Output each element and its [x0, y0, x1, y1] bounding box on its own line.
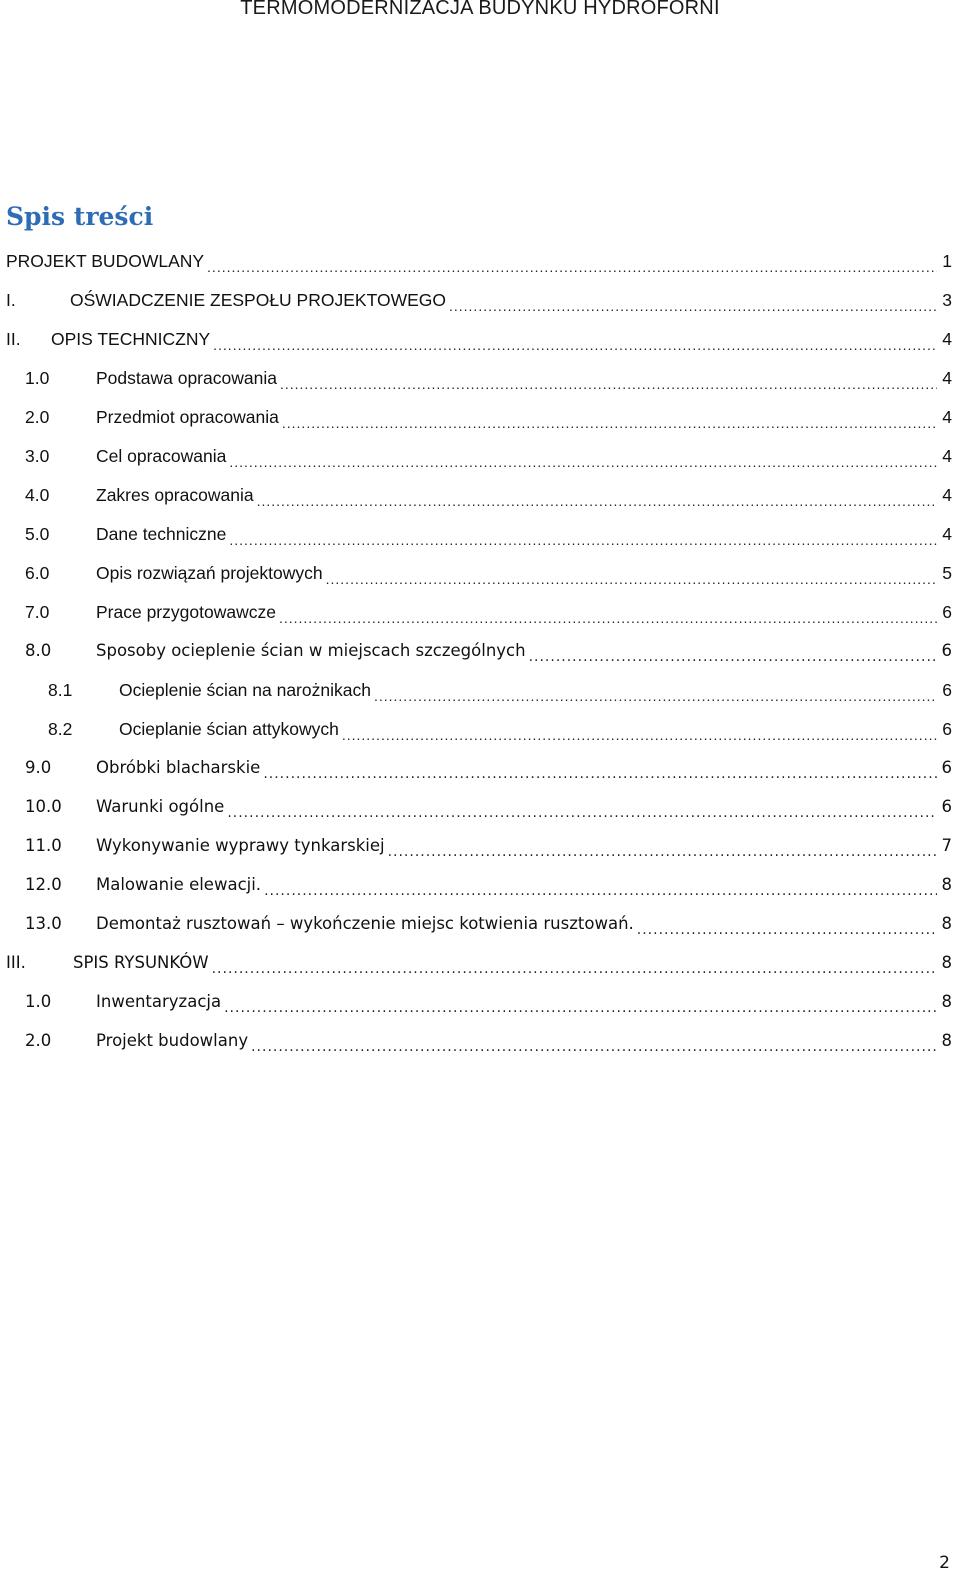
- toc-entry-label: Projekt budowlany: [96, 1030, 249, 1050]
- toc-entry-number: 11.0: [25, 835, 62, 855]
- toc-entry-page: 4: [942, 484, 952, 505]
- toc-entry-oswiadczenie[interactable]: [0, 280, 960, 319]
- toc-entry-label: Sposoby ocieplenie ścian w miejscach szczególnych: [96, 640, 526, 660]
- toc-entry-label: Ocieplenie ścian na narożnikach: [119, 679, 371, 700]
- toc-entry-number: 13.0: [25, 913, 62, 933]
- toc-entry-label: Malowanie elewacji.: [96, 874, 262, 894]
- toc-entry-inwentaryzacja[interactable]: [0, 982, 960, 1021]
- toc-entry-number: 7.0: [25, 601, 50, 622]
- toc-entry-number: I.: [6, 289, 16, 310]
- toc-entry-number: 8.1: [48, 679, 73, 700]
- toc-leader: [282, 418, 937, 436]
- toc-entry-number: 4.0: [25, 484, 50, 505]
- toc-entry-ocieplenie-naroznikach[interactable]: [0, 670, 960, 709]
- toc-entry-warunki-ogolne[interactable]: [0, 787, 960, 826]
- toc-entry-label: Warunki ogólne: [96, 796, 225, 816]
- toc-entry-page: 6: [942, 601, 952, 622]
- toc-entry-page: 8: [941, 874, 952, 894]
- toc-entry-obrobki-blacharskie[interactable]: [0, 748, 960, 787]
- toc-leader: [257, 496, 937, 514]
- toc-entry-projekt-budowlany[interactable]: [0, 241, 960, 280]
- toc-entry-number: 1.0: [25, 991, 52, 1011]
- toc-entry-przedmiot-opracowania[interactable]: [0, 397, 960, 436]
- toc-leader: [449, 301, 937, 319]
- toc-entry-opis-techniczny[interactable]: [0, 319, 960, 358]
- toc-entry-projekt-budowlany-drawings[interactable]: [0, 1021, 960, 1060]
- toc-leader: [229, 535, 937, 553]
- toc-entry-malowanie-elewacji[interactable]: [0, 865, 960, 904]
- toc-entry-label: Cel opracowania: [96, 445, 227, 466]
- toc-leader: [207, 262, 937, 280]
- toc-entry-page: 4: [942, 406, 952, 427]
- toc-entry-number: 8.0: [25, 640, 52, 660]
- toc-entry-number: II.: [6, 328, 21, 349]
- toc-entry-page: 6: [942, 718, 952, 739]
- toc-entry-label: Inwentaryzacja: [96, 991, 222, 1011]
- page-header: TERMOMODERNIZACJA BUDYNKU HYDROFORNI: [240, 0, 720, 19]
- toc-entry-page: 8: [941, 913, 952, 933]
- toc-entry-label: Opis rozwiązań projektowych: [96, 562, 323, 583]
- toc-leader: [342, 730, 937, 748]
- toc-entry-ocieplanie-attykowych[interactable]: [0, 709, 960, 748]
- toc-entry-sposoby-ocieplenia[interactable]: [0, 631, 960, 670]
- toc-entry-page: 6: [941, 757, 952, 777]
- toc-entry-page: 8: [941, 952, 952, 972]
- toc-entry-number: 9.0: [25, 757, 52, 777]
- toc-leader: [279, 613, 937, 631]
- toc-entry-page: 6: [941, 640, 952, 660]
- toc-title: Spis treści: [6, 202, 154, 231]
- toc-entry-label: Demontaż rusztowań – wykończenie miejsc kotwienia rusztowań.: [96, 913, 634, 933]
- toc-entry-page: 6: [941, 796, 952, 816]
- toc-entry-number: 2.0: [25, 1030, 52, 1050]
- toc-entry-prace-przygotowawcze[interactable]: [0, 592, 960, 631]
- toc-entry-label: Ocieplanie ścian attykowych: [119, 718, 339, 739]
- toc-entry-page: 3: [942, 289, 952, 310]
- toc-entry-number: 8.2: [48, 718, 73, 739]
- toc-entry-page: 4: [942, 367, 952, 388]
- toc-leader: [388, 847, 937, 865]
- toc-entry-page: 4: [942, 445, 952, 466]
- toc-entry-label: Dane techniczne: [96, 523, 227, 544]
- toc-entry-number: 1.0: [25, 367, 50, 388]
- toc-leader: [264, 886, 937, 904]
- toc-entry-label: Podstawa opracowania: [96, 367, 277, 388]
- toc-entry-page: 8: [941, 1030, 952, 1050]
- toc-leader: [326, 574, 937, 592]
- toc-leader: [529, 652, 937, 670]
- toc-leader: [263, 769, 937, 787]
- toc-entry-number: 2.0: [25, 406, 50, 427]
- toc-entry-wyprawa-tynkarska[interactable]: [0, 826, 960, 865]
- table-of-contents: [0, 241, 960, 1060]
- toc-entry-label: SPIS RYSUNKÓW: [73, 952, 209, 972]
- toc-entry-page: 5: [942, 562, 952, 583]
- toc-leader: [637, 925, 937, 943]
- toc-entry-label: Zakres opracowania: [96, 484, 254, 505]
- toc-entry-podstawa-opracowania[interactable]: [0, 358, 960, 397]
- toc-entry-opis-rozwiazan[interactable]: [0, 553, 960, 592]
- toc-entry-page: 8: [941, 991, 952, 1011]
- toc-entry-cel-opracowania[interactable]: [0, 436, 960, 475]
- toc-entry-demontaz-rusztowan[interactable]: [0, 904, 960, 943]
- toc-entry-page: 6: [942, 679, 952, 700]
- toc-entry-number: 10.0: [25, 796, 62, 816]
- toc-leader: [251, 1042, 937, 1060]
- toc-entry-number: 12.0: [25, 874, 62, 894]
- toc-entry-label: OPIS TECHNICZNY: [51, 328, 211, 349]
- toc-leader: [229, 457, 937, 475]
- toc-leader: [374, 691, 937, 709]
- toc-entry-page: 4: [942, 328, 952, 349]
- toc-entry-number: III.: [6, 952, 26, 972]
- toc-entry-page: 7: [941, 835, 952, 855]
- toc-leader: [213, 340, 937, 358]
- toc-entry-dane-techniczne[interactable]: [0, 514, 960, 553]
- toc-entry-label: PROJEKT BUDOWLANY: [6, 250, 205, 271]
- page-number: 2: [939, 1553, 950, 1573]
- toc-entry-page: 4: [942, 523, 952, 544]
- toc-entry-number: 6.0: [25, 562, 50, 583]
- toc-entry-number: 3.0: [25, 445, 50, 466]
- toc-entry-number: 5.0: [25, 523, 50, 544]
- toc-leader: [227, 808, 937, 826]
- toc-entry-label: OŚWIADCZENIE ZESPOŁU PROJEKTOWEGO: [70, 289, 446, 310]
- toc-leader: [224, 1003, 937, 1021]
- toc-entry-label: Obróbki blacharskie: [96, 757, 261, 777]
- toc-entry-spis-rysunkow[interactable]: [0, 943, 960, 982]
- toc-entry-label: Wykonywanie wyprawy tynkarskiej: [96, 835, 385, 855]
- toc-entry-label: Przedmiot opracowania: [96, 406, 279, 427]
- toc-entry-zakres-opracowania[interactable]: [0, 475, 960, 514]
- toc-entry-page: 1: [942, 250, 952, 271]
- toc-leader: [212, 964, 937, 982]
- toc-entry-label: Prace przygotowawcze: [96, 601, 276, 622]
- toc-leader: [280, 379, 937, 397]
